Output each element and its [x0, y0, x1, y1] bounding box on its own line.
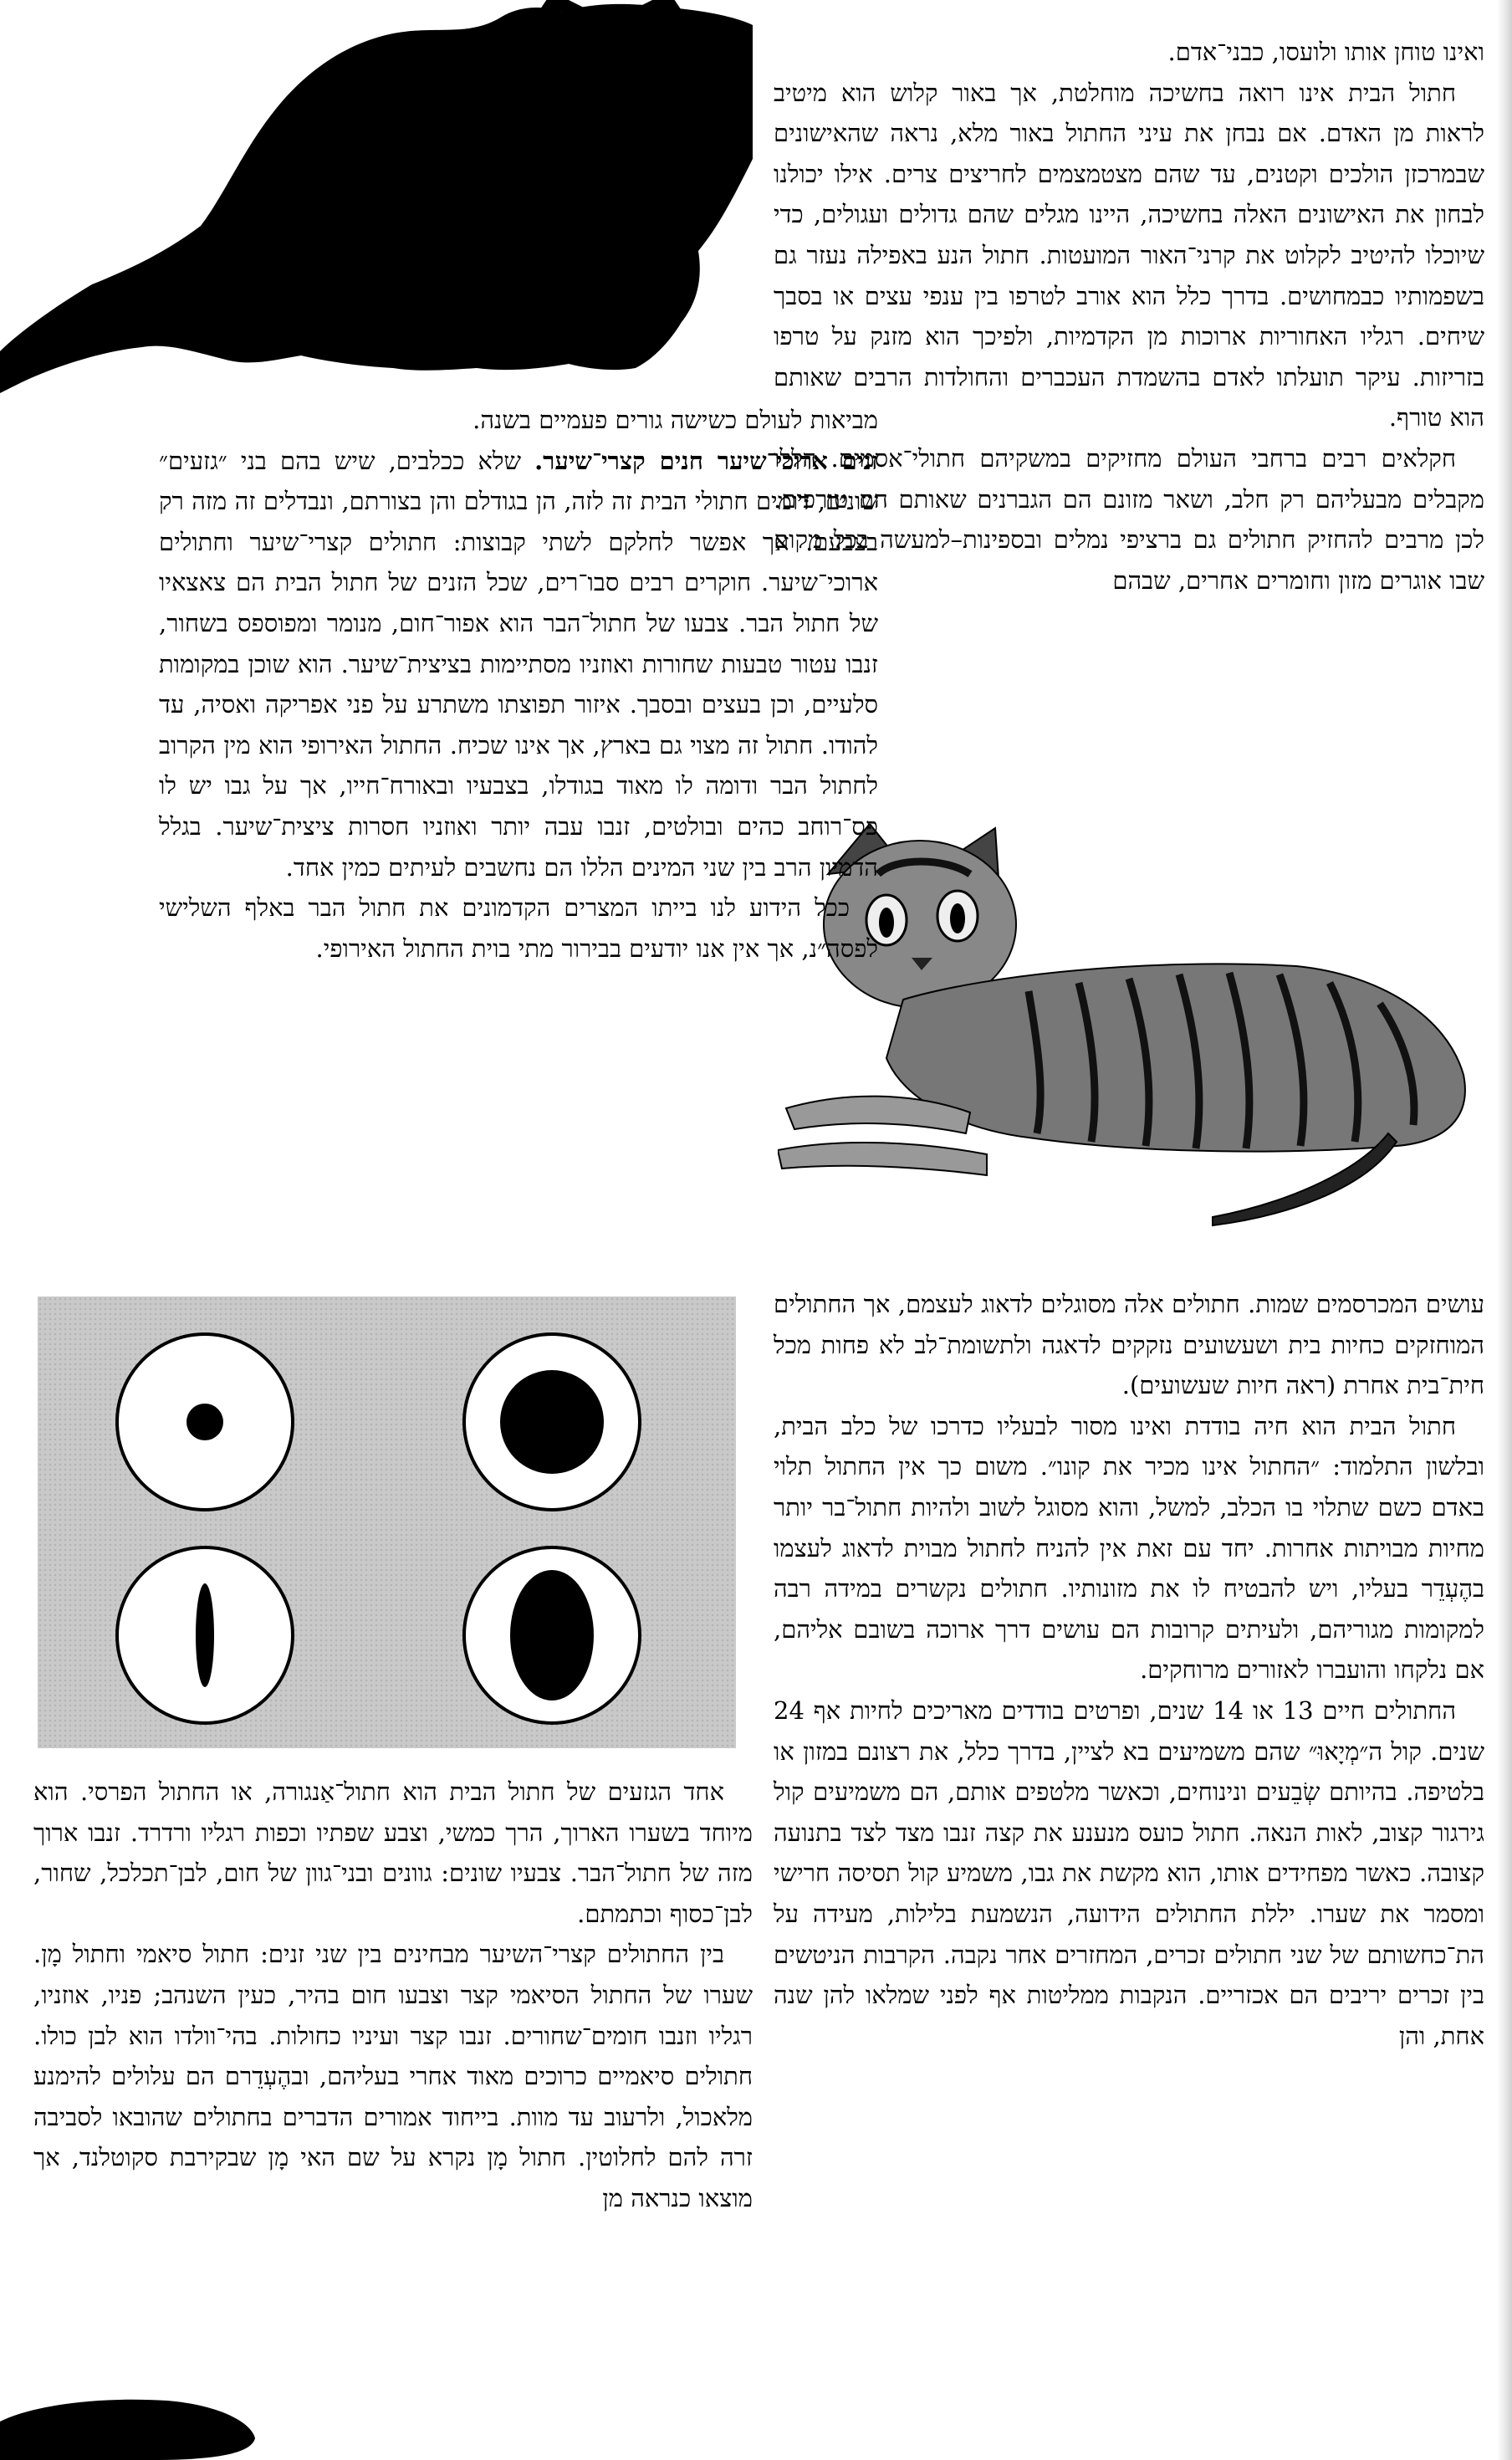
- small-pupil: [186, 1404, 223, 1440]
- tabby-kitten: [778, 824, 1484, 1242]
- paragraph: עושים המכרסמים שמות. חתולים אלה מסוגלים לדאוג לעצמם, אך החתולים המוחזקים כחיות בית ושעשועים נזקקים לדאגה ולתשומת־לב לא פחות מכל חית־בית אחרת (ראה חיות שעשועים).: [774, 1290, 1484, 1400]
- page-edge: [1497, 0, 1512, 2460]
- paragraph: חתול הבית הוא חיה בודדת ואינו מסור לבעליו כדרכו של כלב הבית, ובלשון התלמוד: ״החתול אינו מכיר את קונו״. משום כך אין החתול תלוי באדם כשם שתלוי בו הכלב, למשל, והוא מסוגל לשוב ולהיות חתול־בר יותר מחיות מבויתות אחרות. יחד עם זאת אין להניח לחתול מבוית לדאוג לעצמו בהֶעְדֵר בעליו, ויש להבטיח לו את מזונותיו. חתולים נקשרים במידה רבה למקומות מגוריהם, ולעיתים קרובות הם עושים דרך ארוכה בשובם אליהם, אם נלקחו והועברו לאזורים מרוחקים.: [774, 1411, 1484, 1685]
- paragraph: חקלאים רבים ברחבי העולם מחזיקים במשקיהם חתולי־אסמים. הללו מקבלים מבעליהם רק חלב, ושאר מזונם הם הגברנים שאותם הם טורפים. לכן מרבים להחזיק חתולים גם ברציפי נמלים ובספינות–למעשה בכל מקום שבו אוגרים מזון וחומרים אחרים, שבהם: [774, 443, 1484, 595]
- right-column-top: [774, 32, 1484, 601]
- section-heading: זנים ארוכי־שיער חנים קצרי־שיער.: [534, 446, 878, 475]
- black-blob: [0, 2388, 268, 2460]
- large-pupil: [500, 1370, 604, 1474]
- black-cat-silhouette: [0, 0, 753, 393]
- right-column-bottom: [774, 1284, 1484, 2056]
- paragraph: ואינו טוחן אותו ולועסו, כבני־אדם.: [1167, 38, 1484, 66]
- left-column-top: [159, 400, 878, 969]
- paragraph: החתולים חיים 13 או 14 שנים, ופרטים בודדים מאריכים לחיות אף 24 שנים. קול ה״מְיָאוּ״ שהם משמיעים בא לציין, בדרך כלל, את רצונם במזון או בלטיפה. בהיותם שְׂבֵעים ונינוחים, וכאשר מלטפים אותם, הם משמיעים קול גירגור קצוב, לאות הנאה. חתול כועס מנענע את קצה זנבו מצד לצד בתנועה קצובה. כאשר מפחידים אותו, הוא מקשת את גבו, משמיע קול תסיסה חרישי ומסמר את שערו. יללת החתולים הידועה, הנשמעת בלילות, מעידה על הת־כחשותם של שני חתולים זכרים, המחזרים אחר נקבה. הקרבות הניטשים בין זכרים יריבים הם אכזריים. הנקבות ממליטות אף לפני שמלאו להן שנה אחת, והן: [774, 1695, 1484, 2050]
- cat-pupil-diagram: [38, 1296, 736, 1748]
- paragraph: ככל הידוע לנו בייתו המצרים הקדמונים את חתול הבר באלף השלישי לפסה״נ, אך אין אנו יודעים בבירור מתי בוית החתול האירופי.: [159, 893, 878, 963]
- paragraph: חתול הבית אינו רואה בחשיכה מוחלטת, אך באור קלוש הוא מיטיב לראות מן האדם. אם נבחן את עיני החתול באור מלא, נראה שהאישונים שבמרכזן הולכים וקטנים, עד שהם מצטמצמים לחריצים צרים. אילו יכולנו לבחון את האישונים האלה בחשיכה, היינו מגלים שהם גדולים ועגולים, כדי שיוכלו להיטיב לקלוט את קרני־האור המועטות. חתול הנע באפילה נעזר גם בשפמותיו כבמחושים. בדרך כלל הוא אורב לטרפו בין ענפי עצים או בסבך שיחים. רגליו האחוריות ארוכות מן הקדמיות, ולפיכך הוא מזנק על טרפו בזריזות. עיקר תועלתו לאדם בהשמדת העכברים והחולדות הרבים שאותם הוא טורף.: [774, 78, 1484, 432]
- slit-pupil: [196, 1583, 214, 1687]
- oval-pupil: [510, 1570, 594, 1701]
- paragraph-text: שלא ככלבים, שיש בהם בני ״גזעים״ שונים, דומים חתולי הבית זה לזה, הן בגודלם והן בצורתם, ונבדלים זה מזה רק בצבעם. אך אפשר לחלקם לשתי קבוצות: חתולים קצרי־שיער וחתולים ארוכי־שיער. חוקרים רבים סבו־רים, שכל הזנים של חתול הבית הם צאצאיו של חתול הבר. צבעו של חתול־הבר הוא אפור־חום, מנומר ומפוספס בשחור, זנבו עטור טבעות שחורות ואוזניו מסתיימות בציצית־שיער. הוא שוכן במקומות סלעיים, וכן בעצים ובסבך. איזור תפוצתו משתרע על פני אפריקה ואסיה, עד להודו. חתול זה מצוי גם בארץ, אך אינו שכיח. החתול האירופי הוא מין הקרוב לחתול הבר ודומה לו מאוד בגודלו, בצבעיו ובאורח־חייו, אך על גבו יש לו פס־רוחב כהים ובולטים, זנבו עבה יותר ואוזניו חסרות ציצית־שיער. בגלל הדמיון הרב בין שני המינים הללו הם נחשבים לעיתים כמין אחד.: [159, 446, 879, 882]
- paragraph: אחד הגזעים של חתול הבית הוא חתול־אַנגורה, או החתול הפרסי. הוא מיוחד בשערו הארוך, הרך כמשי, וצבע שפתיו וכפות רגליו ורדרד. זנבו ארוך מזה של חתול־הבר. צבעיו שונים: גוונים ובני־גוון של חום, לבן־תכלכל, שחור, לבן־כסוף וכתמתם.: [33, 1777, 753, 1928]
- paragraph: מביאות לעולם כשישה גורים פעמיים בשנה.: [472, 406, 878, 434]
- paragraph: [159, 441, 878, 888]
- left-column-bottom: [33, 1772, 753, 2219]
- paragraph: בין החתולים קצרי־השיער מבחינים בין שני זנים: חתול סיאמי וחתול מָן. שערו של החתול הסיאמי קצר וצבעו חום בהיר, כעין השנהב; פניו, אוזניו, רגליו וזנבו חומים־שחורים. זנבו קצר ועיניו כחולות. בהי־וולדו הוא לבן כולו. חתולים סיאמיים כרוכים מאוד אחרי בעליהם, ובהֶעְדֵרם הם עלולים להימנע מלאכול, ולרעוב עד מוות. בייחוד אמורים הדברים בחתולים שהובאו לסביבה זרה להם לחלוטין. חתול מָן נקרא על שם האי מָן שבקירבת סקוטלנד, אך מוצאו כנראה מן: [33, 1940, 753, 2212]
